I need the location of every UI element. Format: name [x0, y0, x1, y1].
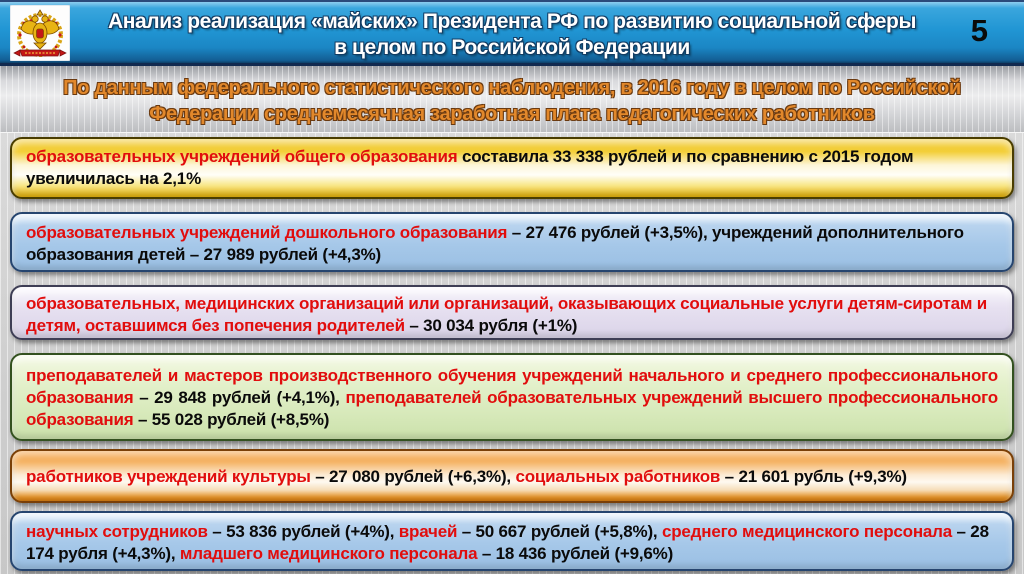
info-box-science-medicine: [10, 511, 1014, 571]
text-segment: младшего медицинского персонала: [179, 544, 482, 563]
text-segment: составила 33 338 рублей и по сравнению с 2015 годом увеличилась на 2,1%: [26, 147, 914, 188]
info-box-text: [26, 293, 998, 337]
text-segment: – 18 436 рублей (+9,6%): [481, 544, 674, 563]
text-segment: – 53 836 рублей (+4%),: [212, 522, 399, 541]
text-segment: врачей: [398, 522, 462, 541]
page-title-line2: в целом по Российской Федерации: [334, 36, 690, 59]
info-box-culture-social-workers: [10, 449, 1014, 503]
info-box-text: [26, 365, 998, 431]
info-box-preschool-education: [10, 212, 1014, 272]
page-title: [0, 9, 1024, 61]
page-number: 5: [970, 13, 988, 48]
text-segment: преподавателей и мастеров производственного обучения учреждений начального и среднего профессионального образования: [26, 366, 998, 407]
text-segment: научных сотрудников: [26, 522, 213, 541]
text-segment: образовательных учреждений дошкольного образования: [26, 223, 512, 242]
page-title-line1: Анализ реализация «майских» Президента РФ по развитию социальной сферы: [107, 10, 917, 33]
subtitle-line1: По данным федерального статистического наблюдения, в 2016 году в целом по Российской: [63, 77, 961, 99]
info-box-general-education: [10, 137, 1014, 199]
text-segment: – 27 476 рублей (+3,5%), учреждений дополнительного образования детей – 27 989 рублей (+4,3%): [26, 223, 964, 264]
subtitle-banner: [0, 66, 1024, 133]
text-segment: работников учреждений культуры: [26, 467, 316, 486]
info-box-vocational-higher-education: [10, 353, 1014, 441]
text-segment: – 28 174 рубля (+4,3%),: [26, 522, 989, 563]
text-segment: – 55 028 рублей (+8,5%): [138, 410, 330, 429]
info-box-text: [26, 222, 998, 266]
content-area: [0, 133, 1024, 574]
text-segment: – 30 034 рубля (+1%): [409, 316, 578, 335]
text-segment: социальных работников: [515, 467, 725, 486]
info-box-orphan-social-services: [10, 285, 1014, 340]
text-segment: образовательных учреждений общего образования: [26, 147, 462, 166]
info-box-text: [26, 146, 998, 190]
info-box-text: [26, 466, 998, 488]
text-segment: преподавателей образовательных учреждений высшего профессионального образования: [26, 388, 998, 429]
text-segment: среднего медицинского персонала: [661, 522, 957, 541]
text-segment: – 29 848 рублей (+4,1%),: [139, 388, 346, 407]
text-segment: – 21 601 рубль (+9,3%): [724, 467, 907, 486]
text-segment: – 50 667 рублей (+5,8%),: [461, 522, 662, 541]
info-box-text: [26, 521, 998, 565]
subtitle-line2: Федерации среднемесячная заработная плата педагогических работников: [149, 103, 875, 125]
slide-header: [0, 0, 1024, 66]
text-segment: – 27 080 рублей (+6,3%),: [315, 467, 516, 486]
text-segment: образовательных, медицинских организаций или организаций, оказывающих социальные услуги детям-сиротам и детям, оставшимся без попечения родителей: [26, 294, 988, 335]
